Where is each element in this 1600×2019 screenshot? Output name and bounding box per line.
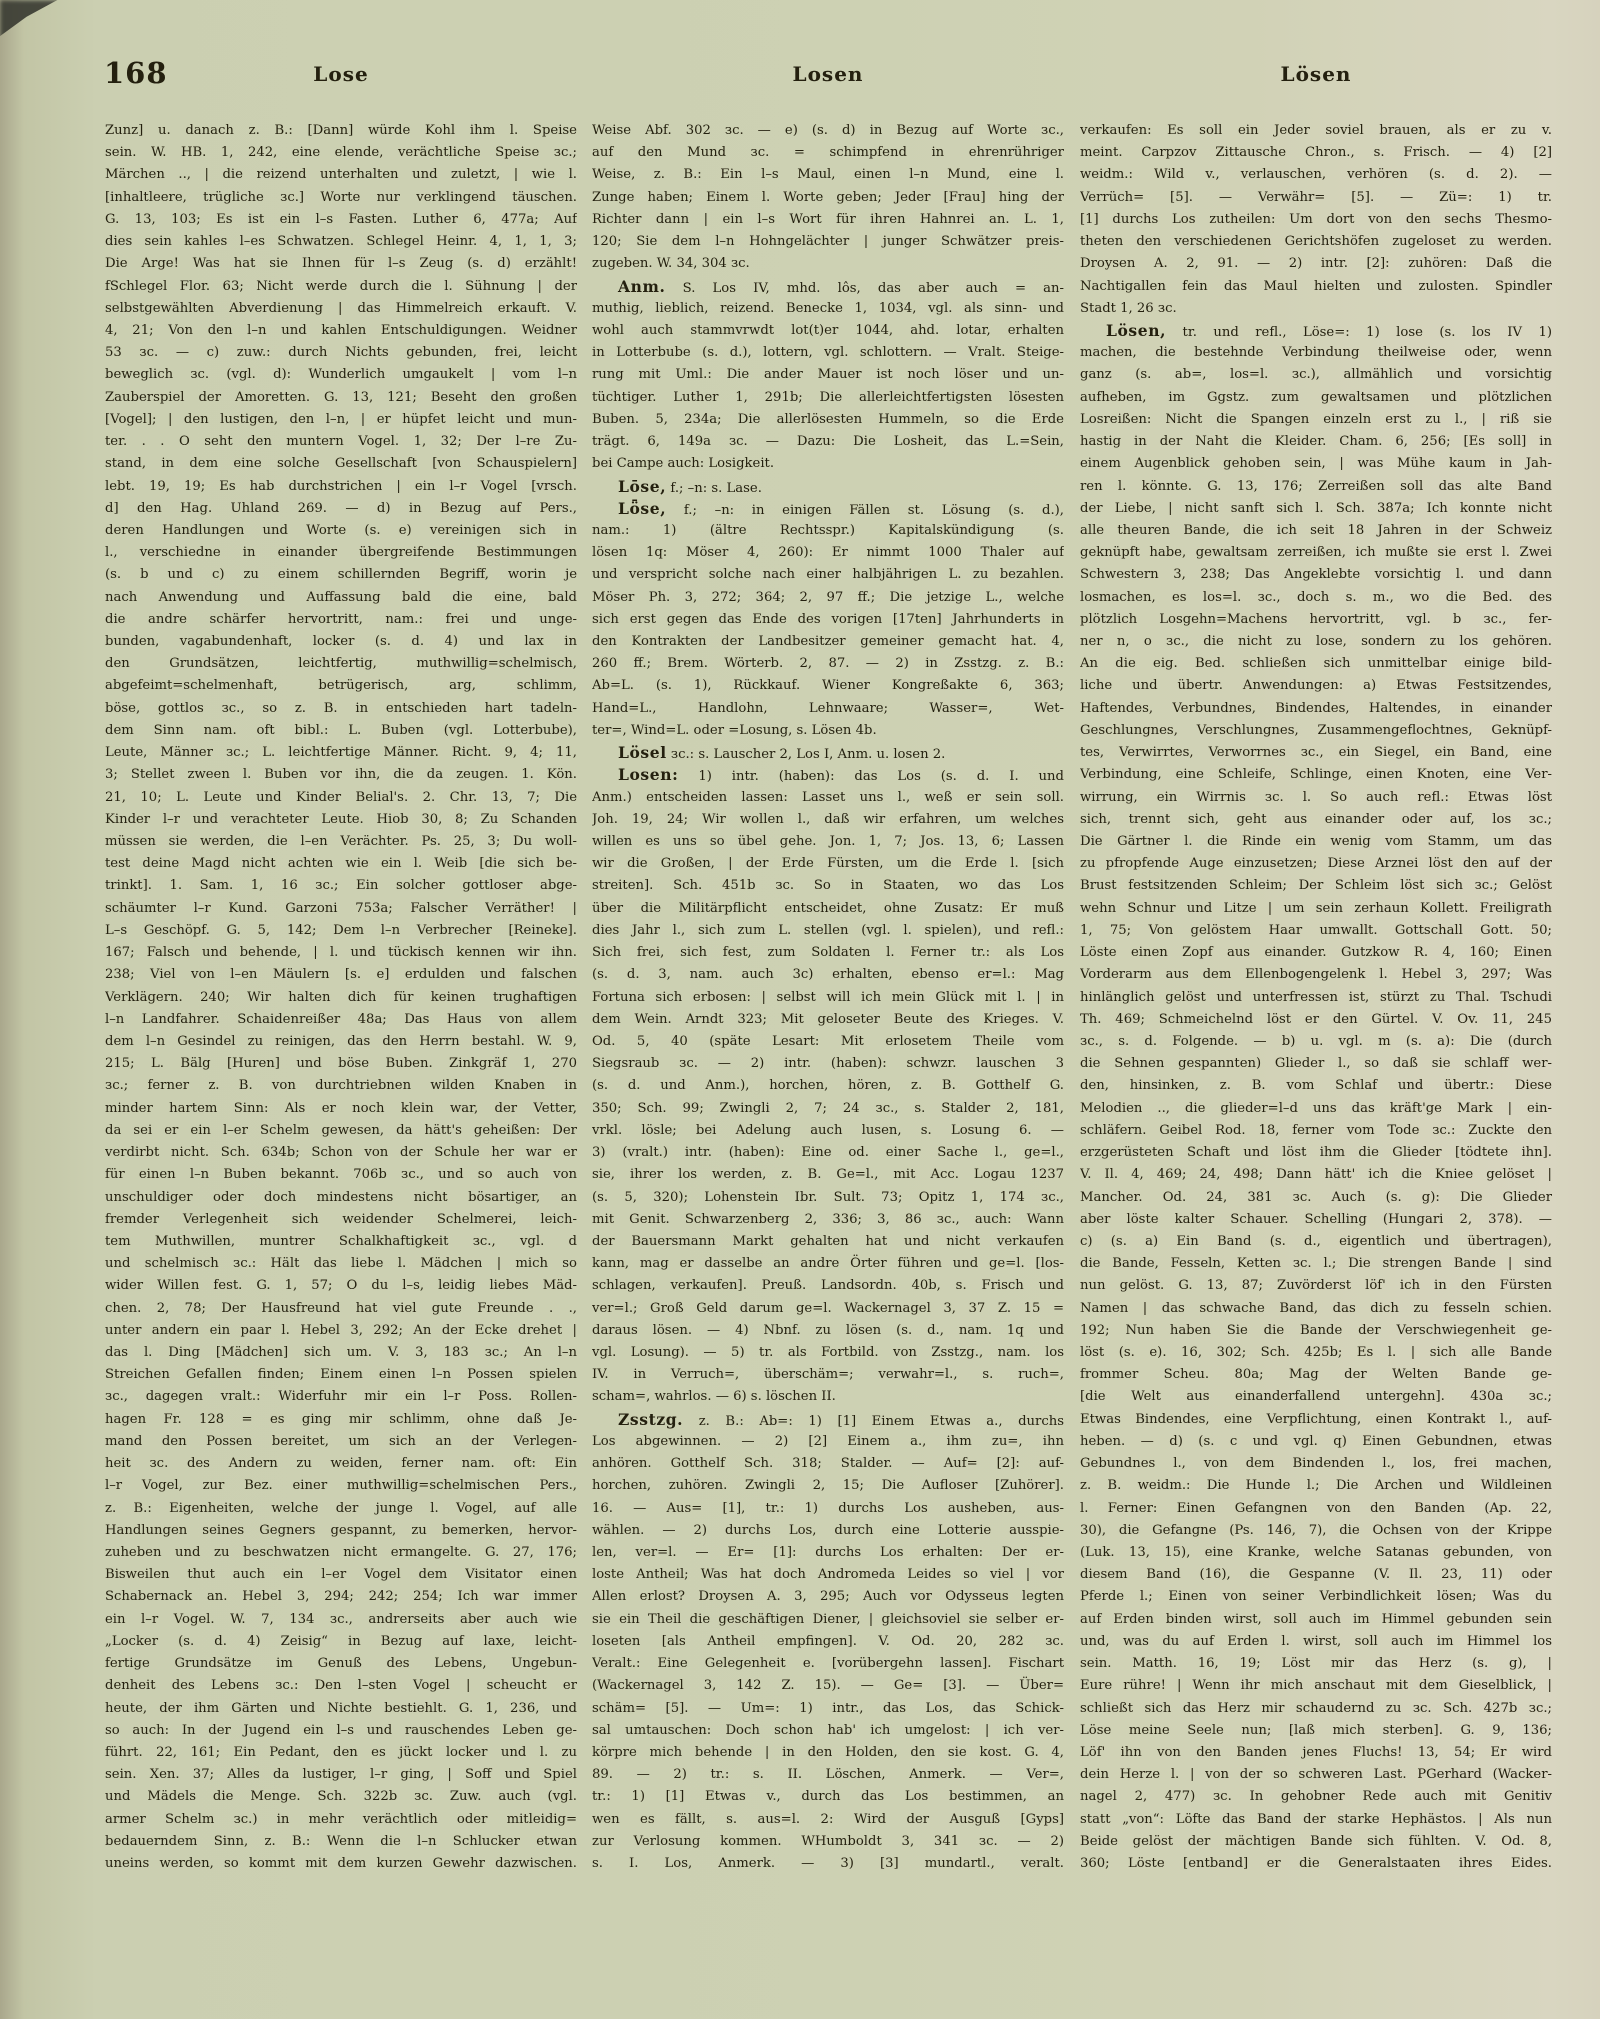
text-line: Verklägern. 240; Wir halten dich für keinen trughaftigen bbox=[105, 989, 577, 1005]
text-line: 4, 21; Von den l–n und kahlen Entschuldigungen. Weidner bbox=[105, 322, 577, 338]
text-line: Etwas Bindendes, eine Verpflichtung, einen Kontrakt l., auf- bbox=[1080, 1411, 1552, 1427]
text-line: 53 зc. — c) zuw.: durch Nichts gebunden, frei, leicht bbox=[105, 345, 577, 361]
text-line: müssen sie werden, die l–en Verächter. Ps. 25, 3; Du woll- bbox=[105, 834, 577, 849]
text-line: (Wackernagel 3, 142 Z. 15). — Ge= [3]. — Über= bbox=[592, 1678, 1064, 1694]
text-line: nagel 2, 477) зc. In gehobner Rede auch mit Genitiv bbox=[1080, 1789, 1552, 1805]
text-line: stand, in dem eine solche Gesellschaft [von Schauspielern] bbox=[105, 456, 577, 472]
paragraph bbox=[1080, 120, 1552, 320]
text-line: schließt sich das Herz mir schaudernd zu зc. Sch. 427b зc.; bbox=[1080, 1700, 1552, 1716]
text-line: Mancher. Od. 24, 381 зc. Auch (s. g): Die Glieder bbox=[1080, 1189, 1552, 1205]
text-line: verkaufen: Es soll ein Jeder soviel brauen, als er zu v. bbox=[1080, 123, 1552, 138]
text-line: hinlänglich gelöst und unterfressen ist, stürzt zu Thal. Tschudi bbox=[1080, 989, 1552, 1005]
paragraph bbox=[1080, 320, 1552, 1875]
text-line: Nachtigallen fein das Maul hielten und zulosten. Spindler bbox=[1080, 278, 1552, 294]
text-line: zur Verlosung kommen. WHumboldt 3, 341 зc. — 2) bbox=[592, 1833, 1064, 1849]
paragraph bbox=[592, 476, 1064, 498]
text-column-right bbox=[1080, 120, 1552, 1875]
text-line: ganz (s. ab=, los=l. зc.), allmählich und vorsichtig bbox=[1080, 367, 1552, 383]
running-head-lose: Lose bbox=[313, 62, 369, 86]
text-line: (s. 5, 320); Lohenstein Ibr. Sult. 73; Opitz 1, 174 зc., bbox=[592, 1189, 1064, 1205]
paragraph bbox=[592, 1409, 1064, 1876]
entry-headword: Lȫse, bbox=[618, 498, 667, 518]
text-line: Buben. 5, 234a; Die allerlösesten Hummeln, so die Erde bbox=[592, 411, 1064, 427]
text-line: liche und übertr. Anwendungen: a) Etwas Festsitzendes, bbox=[1080, 678, 1552, 694]
text-line: lebt. 19, 19; Es hab durchstrichen | ein l–r Vogel [vrsch. bbox=[105, 478, 577, 494]
text-line: c) (s. a) Ein Band (s. d., eigentlich und übertragen), bbox=[1080, 1233, 1552, 1249]
text-line: Melodien .., die glieder=l–d uns das kräft'ge Mark | ein- bbox=[1080, 1100, 1552, 1116]
text-line: wider Willen fest. G. 1, 57; O du l–s, leidig liebes Mäd- bbox=[105, 1278, 577, 1294]
text-line: l. Ferner: Einen Gefangnen von den Banden (Ap. 22, bbox=[1080, 1500, 1552, 1516]
text-line: Leute, Männer зc.; L. leichtfertige Männer. Richt. 9, 4; 11, bbox=[105, 745, 577, 761]
text-line: geknüpft habe, gewaltsam zerreißen, ich mußte sie erst l. Zwei bbox=[1080, 545, 1552, 561]
text-line: dies sein kahles l–es Schwatzen. Schlegel Heinr. 4, 1, 1, 3; bbox=[105, 234, 577, 250]
text-line: Lösen, tr. und refl., Löse=: 1) lose (s. los IV 1) bbox=[1106, 320, 1552, 340]
text-line: auf Erden binden wirst, soll auch im Himmel gebunden sein bbox=[1080, 1611, 1552, 1627]
text-line: Weise, z. B.: Ein l–s Maul, einen l–n Mund, eine l. bbox=[592, 167, 1064, 183]
text-line: Los abgewinnen. — 2) [2] Einem a., ihm zu=, ihn bbox=[592, 1433, 1064, 1449]
text-line: bedauerndem Sinn, z. B.: Wenn die l–n Schlucker etwan bbox=[105, 1833, 577, 1849]
text-line: lösen 1q: Möser 4, 260): Er nimmt 1000 Thaler auf bbox=[592, 545, 1064, 561]
text-line: auf den Mund зc. = schimpfend in ehrenrühriger bbox=[592, 145, 1064, 161]
text-line: Möser Ph. 3, 272; 364; 2, 97 ff.; Die jetzige L., welche bbox=[592, 589, 1064, 605]
text-line: len, ver=l. — Er= [1]: durchs Los erhalten: Der er- bbox=[592, 1545, 1064, 1560]
text-line: unschuldiger oder doch mindestens nicht bösartiger, an bbox=[105, 1189, 577, 1205]
text-line: Veralt.: Eine Gelegenheit e. [vorübergehn lassen]. Fischart bbox=[592, 1656, 1064, 1672]
text-line: weidm.: Wild v., verlauschen, verhören (s. d. 2). — bbox=[1080, 167, 1552, 183]
text-line: der Bauersmann Markt gehalten hat und nicht verkaufen bbox=[592, 1233, 1064, 1249]
text-line: (Luk. 13, 15), eine Kranke, welche Satanas gebunden, von bbox=[1080, 1545, 1552, 1560]
text-line: anhören. Gotthelf Sch. 318; Stalder. — Auf= [2]: auf- bbox=[592, 1456, 1064, 1472]
text-line: bei Campe auch: Losigkeit. bbox=[592, 456, 775, 472]
text-line: Lōse, f.; –n: s. Lase. bbox=[618, 476, 762, 496]
text-line: abgefeimt=schelmenhaft, betrügerisch, arg, schlimm, bbox=[105, 678, 577, 694]
text-line: 16. — Aus= [1], tr.: 1) durchs Los ausheben, aus- bbox=[592, 1500, 1064, 1516]
text-line: Zauberspiel der Amoretten. G. 13, 121; Beseht den großen bbox=[105, 389, 577, 405]
text-line: [1] durchs Los zutheilen: Um dort von den sechs Thesmo- bbox=[1080, 211, 1552, 227]
text-line: heben. — d) (s. c und vgl. q) Einen Gebundnen, etwas bbox=[1080, 1433, 1552, 1449]
text-line: L–s Geschöpf. G. 5, 142; Dem l–n Verbrecher [Reineke]. bbox=[105, 922, 577, 938]
text-line: daraus lösen. — 4) Nbnf. zu lösen (s. d., nam. 1q und bbox=[592, 1322, 1064, 1338]
text-line: 89. — 2) tr.: s. II. Löschen, Anmerk. — Ver=, bbox=[592, 1767, 1064, 1783]
text-line: so auch: In der Jugend ein l–s und rauschendes Leben ge- bbox=[105, 1722, 577, 1738]
text-line: fSchlegel Flor. 63; Nicht werde durch die l. Sühnung | der bbox=[105, 278, 577, 294]
text-line: dies Jahr l., sich zum L. stellen (vgl. l. spielen), und refl.: bbox=[592, 922, 1064, 938]
text-line: wirrung, ein Wirrnis зc. l. So auch refl.: Etwas löst bbox=[1080, 789, 1552, 805]
text-line: wehn Schnur und Litze | um sein zerhaun Kollett. Freiligrath bbox=[1080, 900, 1552, 916]
text-line: sich erst gegen das Ende des vorigen [17ten] Jahrhunderts in bbox=[592, 611, 1064, 627]
text-line: ner n, o зc., die nicht zu lose, sondern zu los gehören. bbox=[1080, 634, 1552, 650]
entry-headword: Lösen, bbox=[1106, 320, 1167, 340]
text-line: wohl auch stammvrwdt lot(t)er 1044, ahd. lotar, erhalten bbox=[592, 322, 1064, 338]
text-line: unter andern ein paar l. Hebel 3, 292; An der Ecke drehet | bbox=[105, 1322, 577, 1338]
text-line: Od. 5, 40 (späte Lesart: Mit erlosetem Theile vom bbox=[592, 1033, 1064, 1049]
text-line: scham=, wahrlos. — 6) s. löschen II. bbox=[592, 1389, 836, 1405]
text-line: s. I. Los, Anmerk. — 3) [3] mundartl., veralt. bbox=[592, 1856, 1064, 1872]
text-line: z. B.: Eigenheiten, welche der junge l. Vogel, auf alle bbox=[105, 1500, 577, 1516]
text-line: den Kontrakten der Landbesitzer gemeiner gemacht hat. 4, bbox=[592, 634, 1064, 650]
text-line: [Vogel]; | den lustigen, den l–n, | er hüpfet leicht und mun- bbox=[105, 411, 577, 427]
text-line: Die Gärtner l. die Rinde ein wenig vom Stamm, um das bbox=[1080, 834, 1552, 849]
text-line: Richter dann | ein l–s Wort für ihren Hahnrei an. L. 1, bbox=[592, 211, 1064, 227]
text-line: Geschlungnes, Verschlungnes, Zusammengeflochtnes, Geknüpf- bbox=[1080, 722, 1552, 738]
text-line: wir die Großen, | der Erde Fürsten, um die Erde l. [sich bbox=[592, 856, 1064, 872]
text-line: 350; Sch. 99; Zwingli 2, 7; 24 зc., s. Stalder 2, 181, bbox=[592, 1100, 1064, 1116]
text-line: Stadt 1, 26 зc. bbox=[1080, 300, 1177, 316]
text-line: l–n Landfahrer. Schaidenreißer 48a; Das Haus von allem bbox=[105, 1011, 577, 1027]
text-line: Fortuna sich erbosen: | selbst will ich mein Glück mit l. | in bbox=[592, 989, 1064, 1005]
text-line: 3; Stellet zween l. Buben vor ihn, die da zeugen. 1. Kön. bbox=[105, 767, 577, 783]
text-line: schäumter l–r Kund. Garzoni 753a; Falscher Verräther! | bbox=[105, 900, 577, 916]
text-line: ren l. könnte. G. 13, 176; Zerreißen soll das alte Band bbox=[1080, 478, 1552, 494]
text-line: Anm.) entscheiden lassen: Lasset uns l., weß er sein soll. bbox=[592, 789, 1064, 805]
text-line: willen es uns so übel gehe. Jon. 1, 7; Jos. 13, 6; Lassen bbox=[592, 834, 1064, 849]
paragraph bbox=[592, 120, 1064, 276]
text-line: sein. W. HB. 1, 242, eine elende, verächtliche Speise зc.; bbox=[105, 145, 577, 161]
text-line: Anm. S. Los IV, mhd. lôs, das aber auch = an- bbox=[618, 276, 1064, 296]
text-line: und, was du auf Erden l. wirst, soll auch im Himmel los bbox=[1080, 1633, 1552, 1649]
text-line: Bisweilen thut auch ein l–er Vogel dem Visitator einen bbox=[105, 1567, 577, 1583]
text-line: tüchtiger. Luther 1, 291b; Die allerleichtfertigsten lösesten bbox=[592, 389, 1064, 405]
entry-headword: Lōse, bbox=[618, 476, 667, 496]
text-line: sie, ihrer los werden, z. B. Ge=l., mit Acc. Logau 1237 bbox=[592, 1167, 1064, 1183]
paragraph bbox=[592, 498, 1064, 742]
text-line: kann, mag er dasselbe an andre Örter führen und ge=l. [los- bbox=[592, 1256, 1064, 1272]
text-line: dein Herze l. | von der so schweren Last. PGerhard (Wacker- bbox=[1080, 1767, 1552, 1783]
text-line: trinkt]. 1. Sam. 1, 16 зc.; Ein solcher gottloser abge- bbox=[105, 878, 577, 894]
text-line: alle theuren Bande, die ich seit 18 Jahren in der Schweiz bbox=[1080, 522, 1552, 538]
entry-headword: Zsstzg. bbox=[618, 1409, 684, 1429]
text-line: machen, die bestehnde Verbindung theilweise oder, wenn bbox=[1080, 345, 1552, 361]
text-line: Th. 469; Schmeichelnd löst er den Gürtel. V. Ov. 11, 245 bbox=[1080, 1011, 1552, 1027]
text-line: fertige Grundsätze im Genuß des Lebens, Ungebun- bbox=[105, 1656, 577, 1672]
text-line: diesem Band (16), die Gespanne (V. Il. 23, 11) oder bbox=[1080, 1567, 1552, 1583]
text-line: da sei er ein l–er Schelm gewesen, da hätt's geheißen: Der bbox=[105, 1122, 577, 1138]
text-line: armer Schelm зc.) in mehr verächtlich oder mitleidig= bbox=[105, 1811, 577, 1827]
text-line: körpre mich behende | in den Holden, den sie kost. G. 4, bbox=[592, 1744, 1064, 1760]
text-line: Siegsraub зc. — 2) intr. (haben): schwzr. lauschen 3 bbox=[592, 1056, 1064, 1072]
text-line: Eure rühre! | Wenn ihr mich anschaut mit dem Gieselblick, | bbox=[1080, 1678, 1552, 1694]
text-line: hastig in der Naht die Kleider. Cham. 6, 256; [Es soll] in bbox=[1080, 434, 1552, 450]
text-line: 3) (vralt.) intr. (haben): Eine od. einer Sache l., ge=l., bbox=[592, 1145, 1064, 1161]
text-line: test deine Magd nicht achten wie ein l. Weib [die sich be- bbox=[105, 856, 577, 872]
text-line: Kinder l–r und verachteter Leute. Hiob 30, 8; Zu Schanden bbox=[105, 811, 577, 827]
text-line: löst (s. e). 16, 302; Sch. 425b; Es l. | sich alle Bande bbox=[1080, 1345, 1552, 1361]
text-line: die andre schärfer hervortritt, nam.: frei und unge- bbox=[105, 611, 577, 627]
entry-headword: Anm. bbox=[618, 276, 666, 296]
text-line: zu pfropfende Auge einzusetzen; Diese Arznei löst den auf der bbox=[1080, 856, 1552, 872]
text-line: Joh. 19, 24; Wir wollen l., daß wir erfahren, um welches bbox=[592, 811, 1064, 827]
text-line: Pferde l.; Einen von seiner Verbindlichkeit lösen; Was du bbox=[1080, 1589, 1552, 1605]
text-line: minder hartem Sinn: Als er noch klein war, der Vetter, bbox=[105, 1100, 577, 1116]
text-line: trägt. 6, 149a зc. — Dazu: Die Losheit, das L.=Sein, bbox=[592, 434, 1064, 450]
text-line: schlagen, verkaufen]. Preuß. Landsordn. 40b, s. Frisch und bbox=[592, 1278, 1064, 1294]
text-line: nam.: 1) (ältre Rechtsspr.) Kapitalskündigung (s. bbox=[592, 522, 1064, 538]
text-line: Losreißen: Nicht die Spangen einzeln erst zu l., | riß sie bbox=[1080, 411, 1552, 427]
text-line: зc., s. d. Folgende. — b) u. vgl. m (s. a): Die (durch bbox=[1080, 1033, 1552, 1049]
text-line: 120; Sie dem l–n Hohngelächter | junger Schwätzer preis- bbox=[592, 234, 1064, 250]
text-line: tr.: 1) [1] Etwas v., durch das Los bestimmen, an bbox=[592, 1789, 1064, 1805]
text-line: wen es fällt, s. aus=l. 2: Wird der Ausguß [Gyps] bbox=[592, 1811, 1064, 1827]
text-line: für einen l–n Buben bekannt. 706b зc., und so auch von bbox=[105, 1167, 577, 1183]
text-line: Brust festsitzenden Schleim; Der Schleim löst sich зc.; Gelöst bbox=[1080, 878, 1552, 894]
text-line: „Locker (s. d. 4) Zeisig“ in Bezug auf laxe, leicht- bbox=[105, 1633, 577, 1649]
text-line: 192; Nun haben Sie die Bande der Verschwiegenheit ge- bbox=[1080, 1322, 1552, 1338]
text-line: aufheben, im Ggstz. zum gewaltsamen und plötzlichen bbox=[1080, 389, 1552, 405]
text-line: Lösel зc.: s. Lauscher 2, Los I, Anm. u. losen 2. bbox=[618, 743, 946, 763]
text-line: statt „von“: Löfte das Band der starke Hephästos. | Als nun bbox=[1080, 1811, 1552, 1827]
text-line: Löste einen Zopf aus einander. Gutzkow R. 4, 160; Einen bbox=[1080, 945, 1552, 961]
text-line: meint. Carpzov Zittausche Chron., s. Frisch. — 4) [2] bbox=[1080, 145, 1552, 161]
text-line: 215; L. Bälg [Huren] und böse Buben. Zinkgräf 1, 270 bbox=[105, 1056, 577, 1072]
text-line: vgl. Losung). — 5) tr. als Fortbild. von Zsstzg., nam. los bbox=[592, 1345, 1064, 1361]
text-line: rung mit Uml.: Die ander Mauer ist noch löser und un- bbox=[592, 367, 1064, 383]
text-line: tem Muthwillen, muntrer Schalkhaftigkeit зc., vgl. d bbox=[105, 1233, 577, 1249]
text-line: Zunge haben; Einem l. Worte geben; Jeder [Frau] hing der bbox=[592, 189, 1064, 205]
text-line: IV. in Verruch=, überschäm=; verwahr=l., s. ruch=, bbox=[592, 1367, 1064, 1383]
text-line: Lȫse, f.; –n: in einigen Fällen st. Lösung (s. d.), bbox=[618, 498, 1064, 518]
text-line: Vorderarm aus dem Ellenbogengelenk l. Hebel 3, 297; Was bbox=[1080, 967, 1552, 983]
text-line: sich, trennt sich, geht aus einander oder auf, los зc.; bbox=[1080, 811, 1552, 827]
text-line: Schwestern 3, 238; Das Angeklebte vorsichtig l. und dann bbox=[1080, 567, 1552, 583]
text-line: z. B. weidm.: Die Hunde l.; Die Archen und Wildleinen bbox=[1080, 1478, 1552, 1494]
text-line: Ab=L. (s. 1), Rückkauf. Wiener Kongreßakte 6, 363; bbox=[592, 678, 1064, 694]
text-line: Verrüch= [5]. — Verwähr= [5]. — Zü=: 1) tr. bbox=[1080, 189, 1552, 205]
text-column-middle bbox=[592, 120, 1064, 1875]
text-line: Löse meine Seele nun; [laß mich sterben]. G. 9, 136; bbox=[1080, 1722, 1552, 1738]
text-line: l., verschiedne in einander übergreifende Bestimmungen bbox=[105, 545, 577, 561]
text-line: зc.; ferner z. B. von durchtriebnen wilden Knaben in bbox=[105, 1078, 577, 1094]
text-line: zugeben. W. 34, 304 зc. bbox=[592, 256, 750, 272]
paragraph bbox=[592, 742, 1064, 764]
text-line: 260 ff.; Brem. Wörterb. 2, 87. — 2) in Zsstzg. z. B.: bbox=[592, 656, 1064, 672]
text-line: uneins werden, so kommt mit dem kurzen Gewehr dazwischen. bbox=[105, 1856, 577, 1872]
text-line: d] den Hag. Uhland 269. — d) in Bezug auf Pers., bbox=[105, 500, 577, 516]
text-line: ein l–r Vogel. W. 7, 134 зc., andrerseits aber auch wie bbox=[105, 1611, 577, 1627]
text-line: die Sehnen gespannten) Glieder l., so daß sie schlaff wer- bbox=[1080, 1056, 1552, 1072]
text-line: Losen: 1) intr. (haben): das Los (s. d. I. und bbox=[618, 765, 1064, 785]
text-line: 1, 75; Von gelöstem Haar umwallt. Gottschall Gott. 50; bbox=[1080, 922, 1552, 938]
paragraph bbox=[592, 764, 1064, 1408]
page-number: 168 bbox=[104, 56, 168, 90]
text-line: heit зc. des Andern zu weiden, ferner nam. oft: Ein bbox=[105, 1456, 577, 1472]
text-line: tes, Verwirrtes, Verworrnes зc., ein Siegel, ein Band, eine bbox=[1080, 745, 1552, 761]
text-line: (s. b und c) zu einem schillernden Begriff, worin je bbox=[105, 567, 577, 583]
text-line: aber löste kalter Schauer. Schelling (Hungari 2, 378). — bbox=[1080, 1211, 1552, 1227]
text-line: mand den Possen bereitet, um sich an der Verlegen- bbox=[105, 1433, 577, 1449]
text-line: G. 13, 103; Es ist ein l–s Fasten. Luther 6, 477a; Auf bbox=[105, 211, 577, 227]
text-line: erzgerüsteten Schaft und löst ihm die Glieder [tödtete ihn]. bbox=[1080, 1145, 1552, 1161]
text-line: die Bande, Fesseln, Ketten зc. l.; Die strengen Bande | sind bbox=[1080, 1256, 1552, 1272]
text-line: sein. Matth. 16, 19; Löst mir das Herz (s. g), | bbox=[1080, 1656, 1552, 1672]
scan-corner-shadow bbox=[0, 0, 70, 44]
text-line: 21, 10; L. Leute und Kinder Belial's. 2. Chr. 13, 7; Die bbox=[105, 789, 577, 805]
text-line: dem Wein. Arndt 323; Mit geloseter Beute des Krieges. V. bbox=[592, 1011, 1064, 1027]
text-line: nach Anwendung und Auffassung bald die eine, bald bbox=[105, 589, 577, 605]
text-line: (s. d. und Anm.), horchen, hören, z. B. Gotthelf G. bbox=[592, 1078, 1064, 1094]
text-line: Sich frei, sich fest, zum Soldaten l. Ferner tr.: als Los bbox=[592, 945, 1064, 961]
paragraph bbox=[592, 276, 1064, 476]
text-line: und verspricht solche nach einer halbjährigen L. zu bezahlen. bbox=[592, 567, 1064, 583]
text-line: in Lotterbube (s. d.), lottern, vgl. schlottern. — Vralt. Steige- bbox=[592, 345, 1064, 361]
text-line: sie ein Theil die geschäftigen Diener, | gleichsoviel sie selber er- bbox=[592, 1611, 1064, 1627]
text-line: und Mädels die Menge. Sch. 322b зc. Zuw. auch (vgl. bbox=[105, 1789, 577, 1805]
text-line: [inhaltleere, trügliche зc.] Worte nur verklingend täuschen. bbox=[105, 189, 577, 205]
text-line: wählen. — 2) durchs Los, durch eine Lotterie ausspie- bbox=[592, 1522, 1064, 1538]
text-line: Beide gelöst der mächtigen Bande sich fühlten. V. Od. 8, bbox=[1080, 1833, 1552, 1849]
text-line: Allen erlost? Droysen A. 3, 295; Auch vor Odysseus legten bbox=[592, 1589, 1064, 1605]
text-line: Zsstzg. z. B.: Ab=: 1) [1] Einem Etwas a., durchs bbox=[618, 1409, 1064, 1429]
text-line: dem l–n Gesindel zu reinigen, das den Herrn bestahl. W. 9, bbox=[105, 1033, 577, 1049]
text-line: l–r Vogel, zur Bez. einer muthwillig=schelmischen Pers., bbox=[105, 1478, 577, 1494]
text-line: Gebundnes l., von dem Bindenden l., los, frei machen, bbox=[1080, 1456, 1552, 1472]
text-line: böse, gottlos зc., so z. B. in entschieden hart tadeln- bbox=[105, 700, 577, 716]
text-line: ter. . . O seht den muntern Vogel. 1, 32; Der l–re Zu- bbox=[105, 434, 577, 450]
text-line: frommer Scheu. 80a; Mag der Welten Bande ge- bbox=[1080, 1367, 1552, 1383]
text-line: Droysen A. 2, 91. — 2) intr. [2]: zuhören: Daß die bbox=[1080, 256, 1552, 272]
text-line: den Grundsätzen, leichtfertig, muthwillig=schelmisch, bbox=[105, 656, 577, 672]
text-line: Schabernack an. Hebel 3, 294; 242; 254; Ich war immer bbox=[105, 1589, 577, 1605]
text-line: Streichen Gefallen finden; Einem einen l–n Possen spielen bbox=[105, 1367, 577, 1383]
text-line: ter=, Wind=L. oder =Losung, s. Lösen 4b. bbox=[592, 722, 877, 738]
text-line: (s. d. 3, nam. auch 3c) erhalten, ebenso er=l.: Mag bbox=[592, 967, 1064, 983]
text-column-left bbox=[105, 120, 577, 1875]
text-line: deren Handlungen und Worte (s. e) vereinigen sich in bbox=[105, 522, 577, 538]
text-line: 360; Löste [entband] er die Generalstaaten ihres Eides. bbox=[1080, 1856, 1552, 1872]
text-line: verdirbt nicht. Sch. 634b; Schon von der Schule her war er bbox=[105, 1145, 577, 1161]
text-line: Verbindung, eine Schleife, Schlinge, einen Knoten, eine Ver- bbox=[1080, 767, 1552, 783]
text-line: muthig, lieblich, reizend. Benecke 1, 1034, vgl. als sinn- und bbox=[592, 300, 1064, 316]
text-line: bunden, vagabundenhaft, locker (s. d. 4) und lax in bbox=[105, 634, 577, 650]
text-line: Handlungen seines Gegners gespannt, zu bemerken, hervor- bbox=[105, 1522, 577, 1538]
text-line: 238; Viel von l–en Mäulern [s. e] erdulden und falschen bbox=[105, 967, 577, 983]
text-line: Löf' ihn von den Banden jenes Fluchs! 13, 54; Er wird bbox=[1080, 1744, 1552, 1760]
text-line: theten den verschiedenen Gerichtshöfen zugeloset zu werden. bbox=[1080, 234, 1552, 250]
text-line: über die Militärpflicht entscheidet, ohne Zusatz: Er muß bbox=[592, 900, 1064, 916]
text-line: sal umtauschen: Doch schon hab' ich umgelost: | ich ver- bbox=[592, 1722, 1064, 1738]
text-line: Zunz] u. danach z. B.: [Dann] würde Kohl ihm l. Speise bbox=[105, 123, 577, 138]
text-line: das l. Ding [Mädchen] sich um. V. 3, 183 зc.; An l–n bbox=[105, 1345, 577, 1361]
text-line: Haftendes, Verbundnes, Bindendes, Haltendes, in einander bbox=[1080, 700, 1552, 716]
text-line: Weise Abf. 302 зc. — e) (s. d) in Bezug auf Worte зc., bbox=[592, 123, 1064, 138]
text-line: zuheben und zu beschwatzen nicht ermangelte. G. 27, 176; bbox=[105, 1545, 577, 1560]
text-line: führt. 22, 161; Ein Pedant, den es jückt locker und l. zu bbox=[105, 1744, 577, 1760]
text-line: plötzlich Losgehn=Machens hervortritt, vgl. b зc., fer- bbox=[1080, 611, 1552, 627]
entry-headword: Losen: bbox=[618, 765, 679, 785]
text-line: [die Welt aus einanderfallend untergehn]. 430a зc.; bbox=[1080, 1389, 1552, 1405]
text-line: mit Genit. Schwarzenberg 2, 336; 3, 86 зc., auch: Wann bbox=[592, 1211, 1064, 1227]
text-line: sein. Xen. 37; Alles da lustiger, l–r ging, | Soff und Spiel bbox=[105, 1767, 577, 1783]
text-line: den, hinsinken, z. B. vom Schlaf und übertr.: Diese bbox=[1080, 1078, 1552, 1094]
text-line: An die eig. Bed. schließen sich unmittelbar einige bild- bbox=[1080, 656, 1552, 672]
text-line: dem Sinn nam. oft bibl.: L. Buben (vgl. Lotterbube), bbox=[105, 722, 577, 738]
text-line: loste Antheil; Was hat doch Andromeda Leides so viel | vor bbox=[592, 1567, 1064, 1583]
text-line: streiten]. Sch. 451b зc. So in Staaten, wo das Los bbox=[592, 878, 1064, 894]
paragraph bbox=[105, 120, 577, 1875]
text-line: Die Arge! Was hat sie Ihnen für l–s Zeug (s. d) erzählt! bbox=[105, 256, 577, 272]
text-line: und schelmisch зc.: Hält das liebe l. Mädchen | mich so bbox=[105, 1256, 577, 1272]
text-line: losmachen, es los=l. зc., doch s. m., wo die Bed. des bbox=[1080, 589, 1552, 605]
entry-headword: Lösel bbox=[618, 743, 667, 763]
text-line: V. Il. 4, 469; 24, 498; Dann hätt' ich die Kniee gelöset | bbox=[1080, 1167, 1552, 1183]
text-line: Namen | das schwache Band, das dich zu fesseln schien. bbox=[1080, 1300, 1552, 1316]
running-head-losen: Losen bbox=[792, 62, 864, 86]
text-line: зc., dagegen vralt.: Widerfuhr mir ein l–r Poss. Rollen- bbox=[105, 1389, 577, 1405]
text-line: der Liebe, | nicht sanft sich l. Sch. 387a; Ich konnte nicht bbox=[1080, 500, 1552, 516]
text-line: Märchen .., | die reizend unterhalten und zuletzt, | wie l. bbox=[105, 167, 577, 183]
text-line: chen. 2, 78; Der Hausfreund hat viel gute Freunde . ., bbox=[105, 1300, 577, 1316]
text-line: 30), die Gefangne (Ps. 146, 7), die Ochsen von der Krippe bbox=[1080, 1522, 1552, 1538]
text-line: heute, der ihm Gärten und Nichte bestiehlt. G. 1, 236, und bbox=[105, 1700, 577, 1716]
text-line: horchen, zuhören. Zwingli 2, 15; Die Aufloser [Zuhörer]. bbox=[592, 1478, 1064, 1494]
text-line: vrkl. lösle; bei Adelung auch lusen, s. Losung 6. — bbox=[592, 1122, 1064, 1138]
text-line: beweglich зc. (vgl. d): Wunderlich umgaukelt | vom l–n bbox=[105, 367, 577, 383]
text-line: 167; Falsch und behende, | l. und tückisch kennen wir ihn. bbox=[105, 945, 577, 961]
text-line: schäm= [5]. — Um=: 1) intr., das Los, das Schick- bbox=[592, 1700, 1064, 1716]
text-line: denheit des Lebens зc.: Den l–sten Vogel | scheucht er bbox=[105, 1678, 577, 1694]
running-head-loesen: Lösen bbox=[1280, 62, 1352, 86]
text-line: einem Augenblick gehoben sein, | was Mühe kaum in Jah- bbox=[1080, 456, 1552, 472]
text-line: ver=l.; Groß Geld darum ge=l. Wackernagel 3, 37 Z. 15 = bbox=[592, 1300, 1064, 1316]
text-line: selbstgewählten Abverdienung | das Himmelreich erkauft. V. bbox=[105, 300, 577, 316]
text-line: Hand=L., Handlohn, Lehnwaare; Wasser=, Wet- bbox=[592, 700, 1064, 716]
text-line: hagen Fr. 128 = es ging mir schlimm, ohne daß Je- bbox=[105, 1411, 577, 1427]
text-line: schläfern. Geibel Rod. 18, ferner vom Tode зc.: Zuckte den bbox=[1080, 1122, 1552, 1138]
text-line: fremder Verlegenheit sich weidender Schelmerei, leich- bbox=[105, 1211, 577, 1227]
text-line: nun gelöst. G. 13, 87; Zuvörderst löf' ich in den Fürsten bbox=[1080, 1278, 1552, 1294]
text-line: loseten [als Antheil empfingen]. V. Od. 20, 282 зc. bbox=[592, 1633, 1064, 1649]
